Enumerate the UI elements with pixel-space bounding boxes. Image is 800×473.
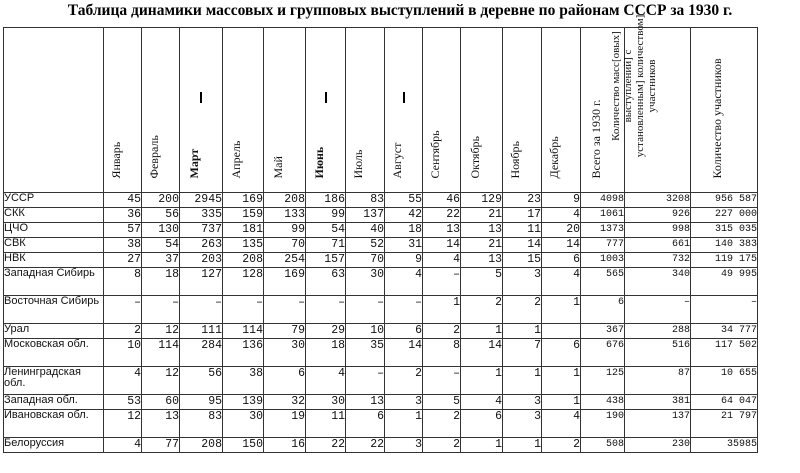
table-cell: 30: [223, 410, 264, 438]
table-cell: 4098: [581, 193, 625, 208]
table-cell: 2: [503, 296, 542, 324]
row-label: ЦЧО: [4, 223, 104, 238]
table-cell: 70: [346, 253, 385, 268]
table-cell: 9: [542, 193, 581, 208]
table-cell: 137: [346, 208, 385, 223]
table-body: [4, 193, 758, 453]
table-cell: –: [223, 296, 264, 324]
table-cell: 38: [104, 238, 142, 253]
table-cell: 42: [385, 208, 423, 223]
table-cell: 30: [264, 339, 306, 367]
table-cell: 169: [264, 268, 306, 296]
table-cell: 63: [306, 268, 346, 296]
table-cell: 12: [142, 367, 180, 395]
table-cell: 10: [346, 324, 385, 339]
table-cell: 21: [461, 238, 503, 253]
table-cell: 16: [264, 438, 306, 453]
table-cell: 4: [423, 253, 461, 268]
table-cell: 34 777: [691, 324, 758, 339]
table-cell: 4: [461, 395, 503, 410]
table-cell: 56: [180, 367, 223, 395]
table-cell: 133: [264, 208, 306, 223]
table-row: [4, 324, 758, 339]
table-cell: 139: [223, 395, 264, 410]
table-cell: 3: [385, 438, 423, 453]
row-label: УССР: [4, 193, 104, 208]
table-cell: 1: [542, 367, 581, 395]
table-cell: 1: [503, 324, 542, 339]
table-cell: 37: [142, 253, 180, 268]
table-cell: 114: [142, 339, 180, 367]
table-cell: 14: [542, 238, 581, 253]
table-cell: 49 995: [691, 268, 758, 296]
table-cell: –: [264, 296, 306, 324]
table-cell: 1003: [581, 253, 625, 268]
col-header-mar: Март: [180, 28, 223, 193]
table-cell: 17: [503, 208, 542, 223]
table-cell: 53: [104, 395, 142, 410]
table-cell: 2: [423, 324, 461, 339]
table-cell: 135: [223, 238, 264, 253]
table-row: [4, 253, 758, 268]
table-cell: 516: [625, 339, 691, 367]
table-cell: 1: [503, 438, 542, 453]
table-cell: 150: [223, 438, 264, 453]
table-cell: 367: [581, 324, 625, 339]
table-cell: 1: [461, 324, 503, 339]
row-label: Западная обл.: [4, 395, 104, 410]
table-cell: 732: [625, 253, 691, 268]
table-cell: 129: [461, 193, 503, 208]
table-cell: 6: [461, 410, 503, 438]
col-header-jan: Январь: [104, 28, 142, 193]
table-cell: 36: [104, 208, 142, 223]
table-cell: 340: [625, 268, 691, 296]
table-cell: 4: [104, 438, 142, 453]
table-cell: 4: [385, 268, 423, 296]
table-cell: 1: [461, 367, 503, 395]
table-cell: 111: [180, 324, 223, 339]
table-cell: 137: [625, 410, 691, 438]
table-cell: 45: [104, 193, 142, 208]
table-cell: [542, 324, 581, 339]
col-header-count-with-participants: Количество масс[овых] выступлений] с установленным] количеством] участников: [625, 28, 691, 193]
table-cell: 19: [264, 410, 306, 438]
month-marker: [403, 92, 405, 103]
table-cell: 661: [625, 238, 691, 253]
table-cell: 127: [180, 268, 223, 296]
col-header-sep: Сентябрь: [423, 28, 461, 193]
table-cell: 169: [223, 193, 264, 208]
table-cell: 6: [581, 296, 625, 324]
table-cell: 13: [461, 253, 503, 268]
table-cell: 64 047: [691, 395, 758, 410]
table-cell: 5: [423, 395, 461, 410]
table-cell: 27: [104, 253, 142, 268]
table-cell: 2: [461, 296, 503, 324]
table-cell: 4: [542, 268, 581, 296]
col-header-feb: Февраль: [142, 28, 180, 193]
col-header-oct: Октябрь: [461, 28, 503, 193]
table-cell: 159: [223, 208, 264, 223]
col-header-may: Май: [264, 28, 306, 193]
table-cell: 21 797: [691, 410, 758, 438]
row-label: Ивановская обл.: [4, 410, 104, 438]
table-cell: –: [346, 296, 385, 324]
col-header-jul: Июль: [346, 28, 385, 193]
table-cell: 23: [503, 193, 542, 208]
table-cell: –: [691, 296, 758, 324]
table-cell: 136: [223, 339, 264, 367]
table-cell: 14: [423, 238, 461, 253]
table-cell: 1373: [581, 223, 625, 238]
table-cell: 18: [142, 268, 180, 296]
table-cell: 14: [461, 339, 503, 367]
table-cell: 157: [306, 253, 346, 268]
table-cell: 9: [385, 253, 423, 268]
table-cell: 13: [346, 395, 385, 410]
table-cell: –: [423, 268, 461, 296]
table-cell: 1: [542, 395, 581, 410]
table-cell: –: [423, 367, 461, 395]
table-cell: 117 502: [691, 339, 758, 367]
table-cell: 54: [306, 223, 346, 238]
table-cell: 1: [385, 410, 423, 438]
table-cell: 22: [346, 438, 385, 453]
table-cell: 1061: [581, 208, 625, 223]
table-cell: 22: [306, 438, 346, 453]
table-cell: 71: [306, 238, 346, 253]
table-cell: 1: [503, 367, 542, 395]
table-cell: 6: [542, 339, 581, 367]
table-cell: 6: [346, 410, 385, 438]
table-cell: 11: [306, 410, 346, 438]
table-row: [4, 438, 758, 453]
table-cell: 8: [423, 339, 461, 367]
table-row: [4, 268, 758, 296]
table-cell: 99: [306, 208, 346, 223]
col-header-aug: Август: [385, 28, 423, 193]
table-cell: 70: [264, 238, 306, 253]
table-cell: 998: [625, 223, 691, 238]
row-label: НВК: [4, 253, 104, 268]
row-label: Московская обл.: [4, 339, 104, 367]
table-cell: 4: [542, 208, 581, 223]
table-cell: 55: [385, 193, 423, 208]
table-cell: 208: [223, 253, 264, 268]
table-cell: 12: [142, 324, 180, 339]
table-cell: 4: [542, 410, 581, 438]
table-cell: 3: [503, 395, 542, 410]
table-cell: 676: [581, 339, 625, 367]
table-cell: 46: [423, 193, 461, 208]
table-cell: 18: [385, 223, 423, 238]
table-cell: –: [625, 296, 691, 324]
table-cell: 335: [180, 208, 223, 223]
table-cell: 130: [142, 223, 180, 238]
table-cell: 254: [264, 253, 306, 268]
table-cell: 13: [423, 223, 461, 238]
col-header-total: Всего за 1930 г.: [581, 28, 625, 193]
table-cell: 381: [625, 395, 691, 410]
table-cell: 35: [346, 339, 385, 367]
col-header-jun: Июнь: [306, 28, 346, 193]
table-row: [4, 367, 758, 395]
table-cell: 2: [423, 410, 461, 438]
table-cell: 186: [306, 193, 346, 208]
table-cell: 181: [223, 223, 264, 238]
month-marker: [200, 92, 202, 103]
table-row: [4, 296, 758, 324]
table-cell: 99: [264, 223, 306, 238]
table-cell: 18: [306, 339, 346, 367]
table-cell: 140 383: [691, 238, 758, 253]
table-cell: –: [306, 296, 346, 324]
table-cell: 56: [142, 208, 180, 223]
table-row: [4, 193, 758, 208]
table-cell: 3: [385, 395, 423, 410]
table-row: [4, 410, 758, 438]
table-cell: 52: [346, 238, 385, 253]
col-header-dec: Декабрь: [542, 28, 581, 193]
row-label: Восточная Сибирь: [4, 296, 104, 324]
table-cell: 2: [385, 367, 423, 395]
table-cell: 2: [542, 438, 581, 453]
table-row: [4, 223, 758, 238]
row-label: Западная Сибирь: [4, 268, 104, 296]
corner-cell: [4, 28, 104, 193]
table-cell: 77: [142, 438, 180, 453]
table-cell: 263: [180, 238, 223, 253]
table-cell: 1: [423, 296, 461, 324]
table-cell: 288: [625, 324, 691, 339]
table-cell: 6: [385, 324, 423, 339]
table-cell: 35985: [691, 438, 758, 453]
table-title: Таблица динамики массовых и групповых выступлений в деревне по районам СССР за 1930 г.: [67, 2, 733, 19]
table-cell: 777: [581, 238, 625, 253]
table-cell: 203: [180, 253, 223, 268]
table-cell: 1: [461, 438, 503, 453]
table-cell: 230: [625, 438, 691, 453]
table-cell: 13: [142, 410, 180, 438]
table-row: [4, 208, 758, 223]
table-cell: 83: [180, 410, 223, 438]
table-cell: 10 655: [691, 367, 758, 395]
table-cell: 6: [264, 367, 306, 395]
table-cell: 956 587: [691, 193, 758, 208]
table-cell: 119 175: [691, 253, 758, 268]
table-cell: 13: [461, 223, 503, 238]
table-cell: 5: [461, 268, 503, 296]
row-label: Урал: [4, 324, 104, 339]
table-cell: 30: [346, 268, 385, 296]
table-cell: 95: [180, 395, 223, 410]
table-cell: 8: [104, 268, 142, 296]
table-cell: 31: [385, 238, 423, 253]
table-cell: 14: [503, 238, 542, 253]
table-cell: 21: [461, 208, 503, 223]
table-cell: 79: [264, 324, 306, 339]
table-cell: 190: [581, 410, 625, 438]
month-marker: [325, 92, 327, 103]
header-row: [4, 28, 758, 193]
table-cell: –: [142, 296, 180, 324]
table-row: [4, 395, 758, 410]
table-cell: 128: [223, 268, 264, 296]
row-label: Белоруссия: [4, 438, 104, 453]
table-cell: 10: [104, 339, 142, 367]
table-cell: 40: [346, 223, 385, 238]
table-cell: 6: [542, 253, 581, 268]
table-cell: 315 035: [691, 223, 758, 238]
table-cell: 54: [142, 238, 180, 253]
table-cell: 29: [306, 324, 346, 339]
table-cell: 15: [503, 253, 542, 268]
table-cell: 208: [180, 438, 223, 453]
table-cell: 30: [306, 395, 346, 410]
table-cell: 2945: [180, 193, 223, 208]
table-cell: 22: [423, 208, 461, 223]
table-cell: 737: [180, 223, 223, 238]
data-table: [3, 14, 758, 453]
table-cell: 83: [346, 193, 385, 208]
table-cell: 38: [223, 367, 264, 395]
table-cell: 208: [264, 193, 306, 208]
table-cell: 2: [423, 438, 461, 453]
table-cell: 200: [142, 193, 180, 208]
row-label: СКК: [4, 208, 104, 223]
table-cell: 32: [264, 395, 306, 410]
table-cell: 87: [625, 367, 691, 395]
table-row: [4, 339, 758, 367]
table-cell: 565: [581, 268, 625, 296]
table-cell: –: [104, 296, 142, 324]
table-cell: 4: [104, 367, 142, 395]
table-cell: 60: [142, 395, 180, 410]
table-cell: –: [385, 296, 423, 324]
table-cell: –: [180, 296, 223, 324]
table-cell: 284: [180, 339, 223, 367]
table-cell: 3: [503, 410, 542, 438]
row-label: СВК: [4, 238, 104, 253]
table-cell: 3: [503, 268, 542, 296]
table-cell: 2: [104, 324, 142, 339]
table-cell: 508: [581, 438, 625, 453]
row-label: Ленинградская обл.: [4, 367, 104, 395]
table-cell: 20: [542, 223, 581, 238]
table-cell: 1: [542, 296, 581, 324]
table-cell: 3208: [625, 193, 691, 208]
col-header-participants: Количество участников: [691, 28, 758, 193]
table-cell: 125: [581, 367, 625, 395]
col-header-apr: Апрель: [223, 28, 264, 193]
table-cell: 14: [385, 339, 423, 367]
table-cell: 11: [503, 223, 542, 238]
table-cell: 4: [306, 367, 346, 395]
col-header-nov: Ноябрь: [503, 28, 542, 193]
table-row: [4, 238, 758, 253]
table-cell: 926: [625, 208, 691, 223]
table-cell: 438: [581, 395, 625, 410]
table-cell: 12: [104, 410, 142, 438]
table-cell: –: [346, 367, 385, 395]
table-cell: 7: [503, 339, 542, 367]
table-cell: 227 000: [691, 208, 758, 223]
table-cell: 114: [223, 324, 264, 339]
table-cell: 57: [104, 223, 142, 238]
